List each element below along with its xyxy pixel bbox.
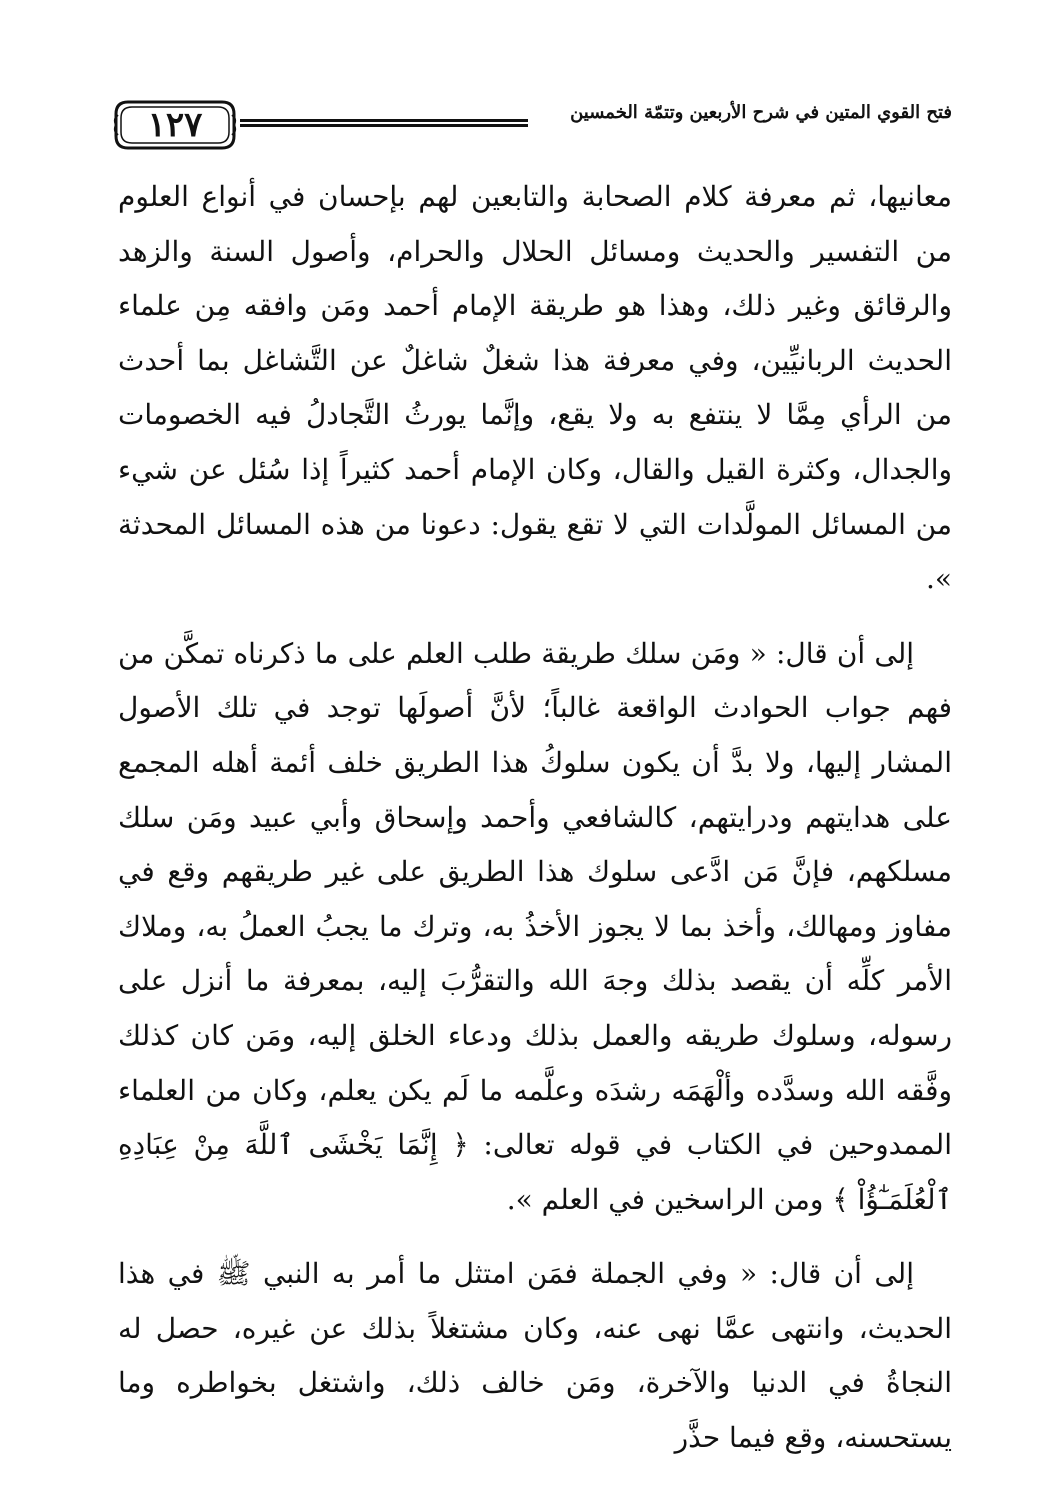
- paragraph-3: إلى أن قال: « وفي الجملة فمَن امتثل ما أمر به النبي ﷺ في هذا الحديث، وانتهى عمَّا نهى عنه، وكان مشتغلاً بذلك عن غيره، حصل له النجاةُ في الدنيا والآخرة، ومَن خالف ذلك، واشتغل بخواطره وما يستحسنه، وقع فيما حذَّر: [118, 1257, 952, 1455]
- page-number: ١٢٧: [147, 105, 203, 145]
- body-text: [118, 170, 952, 1466]
- paragraph-2: إلى أن قال: « ومَن سلك طريقة طلب العلم على ما ذكرناه تمكَّن من فهم جواب الحوادث الواقعة غالباً؛ لأنَّ أصولَها توجد في تلك الأصول المشار إليها، ولا بدَّ أن يكون سلوكُ هذا الطريق خلف أئمة أهله المجمع على هدايتهم ودرايتهم، كالشافعي وأحمد وإسحاق وأبي عبيد ومَن سلك مسلكهم، فإنَّ مَن ادَّعى سلوك هذا الطريق على غير طريقهم وقع في مفاوز ومهالك، وأخذ بما لا يجوز الأخذُ به، وترك ما يجبُ العملُ به، وملاك الأمر كلِّه أن يقصد بذلك وجهَ الله والتقرُّبَ إليه، بمعرفة ما أنزل على رسوله، وسلوك طريقه والعمل بذلك ودعاء الخلق إليه، ومَن كان كذلك وفَّقه الله وسدَّده وألْهَمَه رشدَه وعلَّمه ما لَم يكن يعلم، وكان من العلماء الممدوحين في الكتاب في قوله تعالى: ﴿ إِنَّمَا يَخْشَى ٱللَّهَ مِنْ عِبَادِهِ ٱلْعُلَمَـٰٓؤُاْ ﴾ ومن الراسخين في العلم ».: [118, 636, 952, 1216]
- running-title: فتح القوي المتين في شرح الأربعين وتتمّة الخمسين: [570, 102, 952, 123]
- page-number-frame: [112, 98, 238, 152]
- paragraph-1: معانيها، ثم معرفة كلام الصحابة والتابعين لهم بإحسان في أنواع العلوم من التفسير والحديث ومسائل الحلال والحرام، وأصول السنة والزهد والرقائق وغير ذلك، وهذا هو طريقة الإمام أحمد ومَن وافقه مِن علماء الحديث الربانيِّين، وفي معرفة هذا شغلٌ شاغلٌ عن التَّشاغل بما أحدث من الرأي مِمَّا لا ينتفع به ولا يقع، وإنَّما يورثُ التَّجادلُ فيه الخصومات والجدال، وكثرة القيل والقال، وكان الإمام أحمد كثيراً إذا سُئل عن شيء من المسائل المولَّدات التي لا تقع يقول: دعونا من هذه المسائل المحدثة ».: [118, 180, 952, 596]
- page-header: [112, 96, 952, 158]
- header-rule: [240, 119, 528, 129]
